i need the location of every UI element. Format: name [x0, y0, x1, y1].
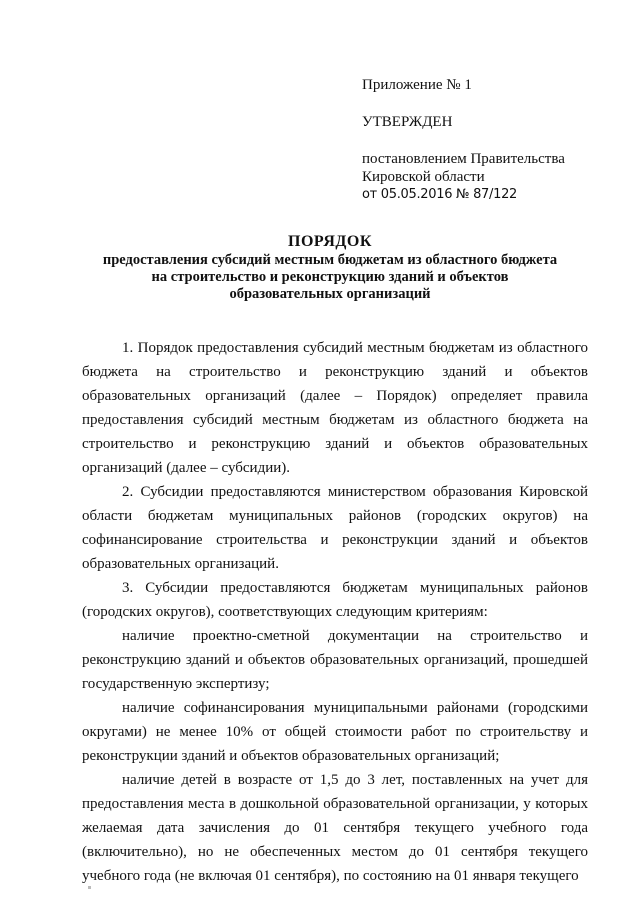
paragraph-3: 3. Субсидии предоставляются бюджетам муниципальных районов (городских округов), соответствующих следующим критериям:	[82, 580, 588, 620]
criterion-3: наличие детей в возрасте от 1,5 до 3 лет, поставленных на учет для предоставления места в дошкольной образовательной организации, у которых желаемая дата зачисления до 01 сентября текущего учебного года (включительно), но не обеспеченных местом до 01 сентября текущего учебного года (не включая 01 сентября), по состоянию на 01 января текущего	[82, 772, 588, 884]
approved-stamp: УТВЕРЖДЕН	[362, 114, 453, 130]
scan-speck	[88, 886, 91, 889]
annex-number: Приложение № 1	[362, 77, 472, 93]
paragraph-2: 2. Субсидии предоставляются министерством образования Кировской области бюджетам муниципальных районов (городских округов) на софинансирование строительства и реконструкции зданий и объектов образовательных организаций.	[82, 484, 588, 572]
criterion-2: наличие софинансирования муниципальными районами (городскими округами) не менее 10% от общей стоимости работ по строительству и реконструкции зданий и объектов образовательных организаций;	[82, 700, 588, 764]
decree-line-1: постановлением Правительства	[362, 151, 565, 167]
title-line-2: на строительство и реконструкцию зданий и объектов	[151, 269, 509, 285]
criterion-1: наличие проектно-сметной документации на строительство и реконструкцию зданий и объектов образовательных организаций, прошедшей государственную экспертизу;	[82, 628, 588, 692]
title-line-1: предоставления субсидий местным бюджетам из областного бюджета	[102, 252, 558, 268]
decree-date-number: от 05.05.2016 № 87/122	[362, 187, 518, 202]
approval-block	[362, 76, 622, 204]
paragraph-1: 1. Порядок предоставления субсидий местным бюджетам из областного бюджета на строительство и реконструкцию зданий и объектов образовательных организаций (далее – Порядок) определяет правила предоставления субсидий местным бюджетам из областного бюджета на строительство и реконструкцию зданий и объектов образовательных организаций (далее – субсидии).	[82, 340, 588, 476]
title-line-3: образовательных организаций	[229, 286, 431, 302]
document-body	[82, 336, 588, 888]
decree-line-2: Кировской области	[362, 169, 485, 185]
title-heading: ПОРЯДОК	[288, 233, 372, 250]
document-title	[60, 233, 600, 303]
